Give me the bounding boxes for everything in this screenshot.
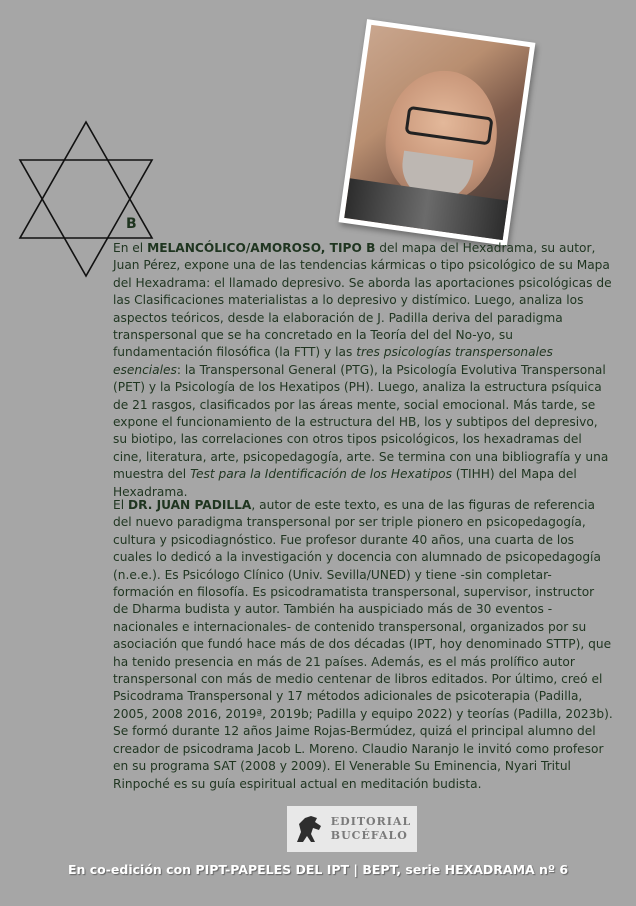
book-type-title: MELANCÓLICO/AMOROSO, TIPO B [147, 241, 376, 255]
author-name: DR. JUAN PADILLA [127, 498, 252, 512]
hexagram-label: B [126, 216, 137, 232]
author-photo [339, 19, 536, 246]
logo-line1: EDITORIAL [330, 815, 412, 828]
publisher-logo [287, 806, 417, 852]
logo-line2: BUCÉFALO [330, 829, 408, 842]
co-edition-footer: En co-edición con PIPT-PAPELES DEL IPT | BEPT, serie HEXADRAMA nº 6 [67, 862, 569, 877]
book-description: En el MELANCÓLICO/AMOROSO, TIPO B del mapa del Hexadrama, su autor, Juan Pérez, expone una de las tendencias kármicas o tipo psicológico de su Mapa del Hexadrama: el llamado depresivo. Se aborda las aportaciones psicológicas de las Clasificaciones materialistas a lo depresivo y distímico. Luego, analiza los aspectos teóricos, desde la elaboración de J. Padilla deriva del paradigma transpersonal que se ha concretado en la Teoría del del No-yo, su fundamentación filosófica (la FTT) y las tres psicologías transpersonales esenciales: la Transpersonal General (PTG), la Psicología Evolutiva Transpersonal (PET) y la Psicología de los Hexatipos (PH). Luego, analiza la estructura psíquica de 21 rasgos, clasificados por las áreas mente, social emocional. Más tarde, se expone el funcionamiento de la estructura del HB, los y subtipos del depresivo, su biotipo, las correlaciones con otros tipos psicológicos, los hexadramas del cine, literatura, arte, psicopedagogía, arte. Se termina con una bibliografía y una muestra del Test para la Identificación de los Hexatipos (TIHH) del Mapa del Hexadrama. [113, 241, 612, 499]
author-bio: El DR. JUAN PADILLA, autor de este texto, es una de las figuras de referencia del nuevo paradigma transpersonal por ser triple pionero en psicopedagogía, cultura y psicodiagnóstico. Fue profesor durante 40 años, una cuarta de los cuales lo dedicó a la investigación y docencia con alumnado de psicopedagogía (n.e.e.). Es Psicólogo Clínico (Univ. Sevilla/UNED) y tiene -sin completar- formación en filosofía. Es psicodramatista transpersonal, supervisor, instructor de Dharma budista y autor. También ha auspiciado más de 30 eventos -nacionales e internacionales- de contenido transpersonal, organizados por su asociación que fundó hace más de dos décadas (IPT, hoy denominado STTP), que ha tenido presencia en más de 21 países. Además, es el más prolífico autor transpersonal con más de medio centenar de libros editados. Por último, creó el Psicodrama Transpersonal y 17 métodos adicionales de psicoterapia (Padilla, 2005, 2008 2016, 2019ª, 2019b; Padilla y equipo 2022) y teorías (Padilla, 2023b). Se formó durante 12 años Jaime Rojas-Bermúdez, quizá el principal alumno del creador de psicodrama Jacob L. Moreno. Claudio Naranjo le invitó como profesor en su programa SAT (2008 y 2009). El Venerable Su Eminencia, Nyari Tritul Rinpoché es su guía espiritual actual en meditación budista. [113, 498, 613, 791]
horse-icon [293, 812, 327, 846]
